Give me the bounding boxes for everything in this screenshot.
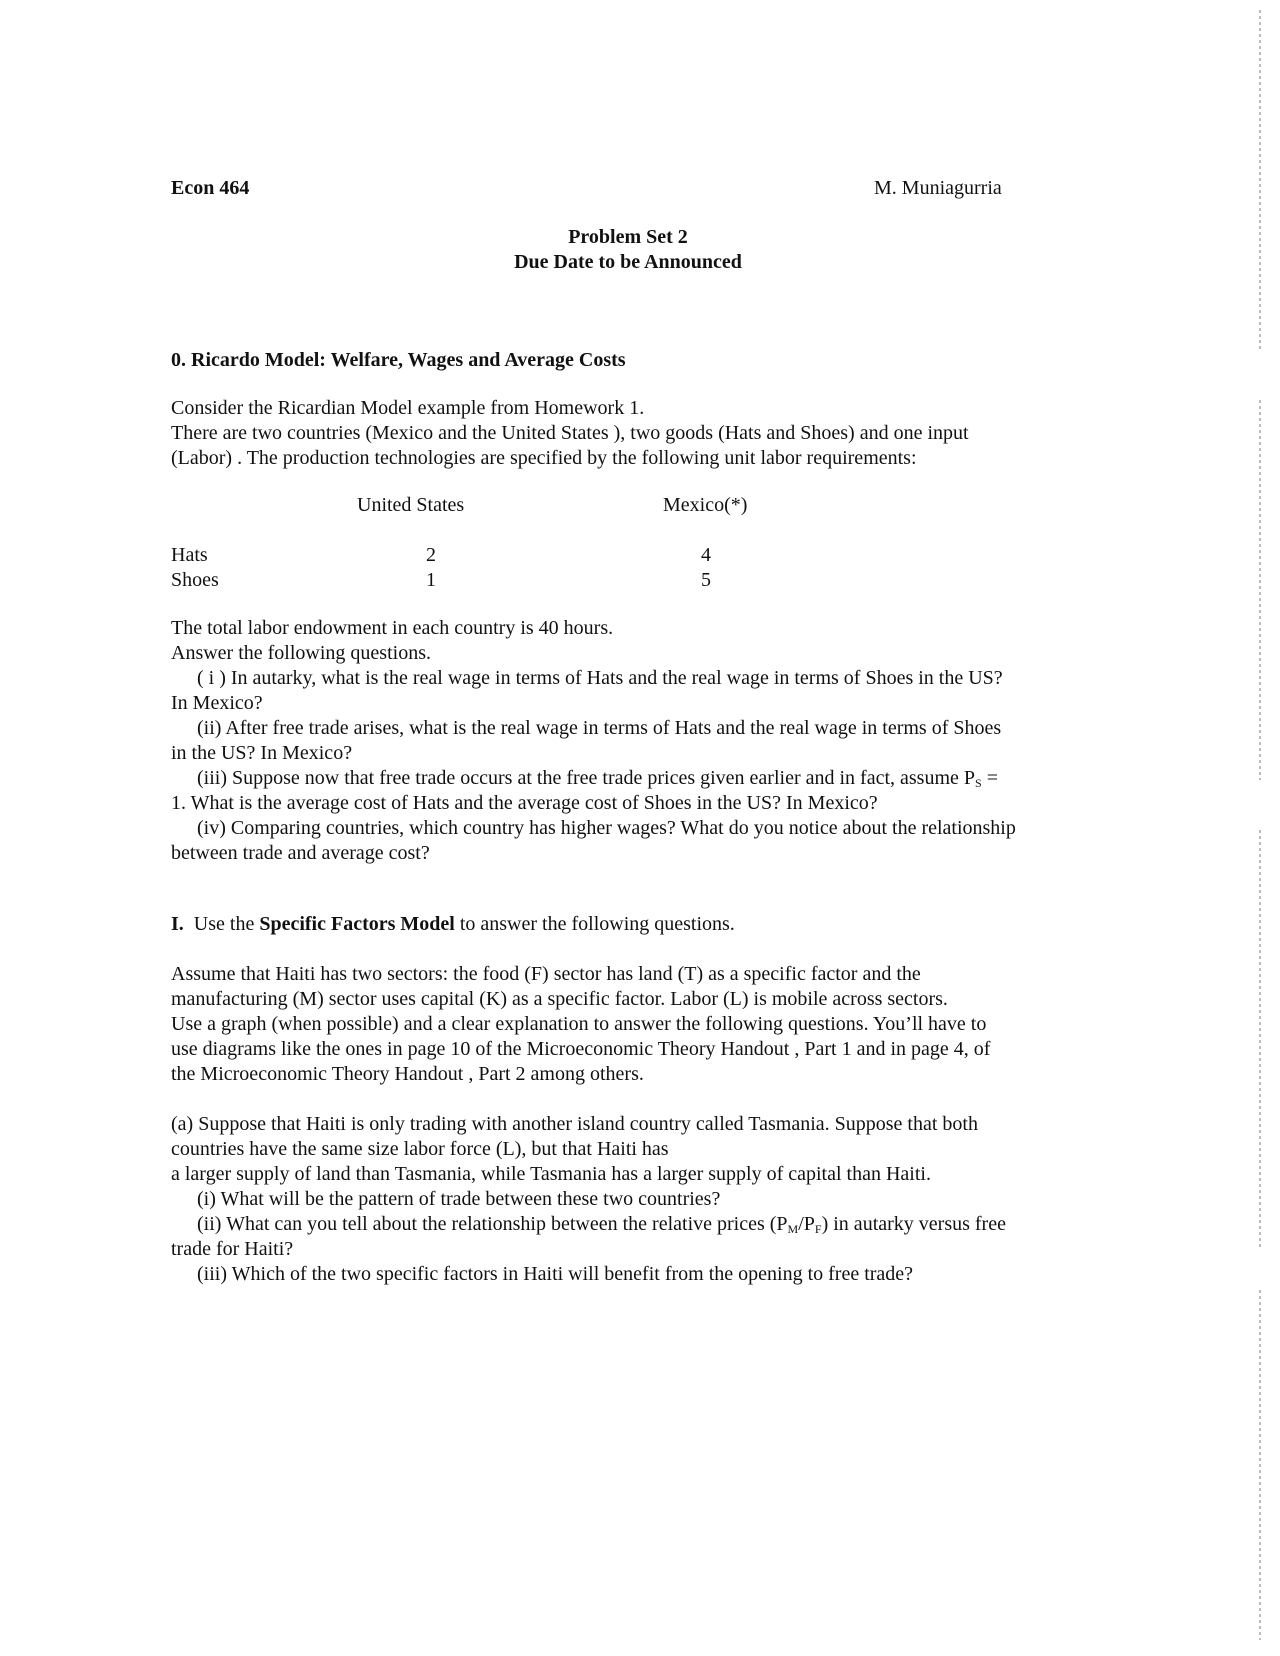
- part-a-line: a larger supply of land than Tasmania, while Tasmania has a larger supply of capital than Haiti.: [171, 1163, 931, 1185]
- section-1-heading-pre: Use the: [193, 913, 255, 935]
- scan-margin-artifact: [1259, 400, 1261, 780]
- qa2-text: (ii) What can you tell about the relationship between the relative prices (P: [197, 1213, 788, 1235]
- section-1-heading-post: to answer the following questions.: [459, 913, 735, 935]
- due-date-line: Due Date to be Announced: [514, 251, 742, 273]
- section-1-heading: [171, 912, 735, 937]
- question-i-cont: In Mexico?: [171, 692, 263, 714]
- question-iv-cont: between trade and average cost?: [171, 842, 430, 864]
- course-code: Econ 464: [171, 177, 250, 199]
- section-1-intro-line: the Microeconomic Theory Handout , Part 2 among others.: [171, 1063, 644, 1085]
- intro-line: (Labor) . The production technologies are specified by the following unit labor requirements:: [171, 447, 917, 469]
- table-cell-us: 1: [426, 569, 436, 591]
- subscript-s: S: [975, 776, 982, 790]
- scan-margin-artifact: [1259, 830, 1261, 1250]
- problem-set-title: Problem Set 2: [568, 226, 688, 248]
- part-a-question-ii-cont: trade for Haiti?: [171, 1238, 294, 1260]
- table-row-label: Hats: [171, 544, 208, 566]
- part-a-line: countries have the same size labor force (L), but that Haiti has: [171, 1138, 669, 1160]
- part-a-line: (a) Suppose that Haiti is only trading with another island country called Tasmania. Suppose that both: [171, 1113, 978, 1135]
- question-iii: [197, 766, 998, 791]
- table-cell-us: 2: [426, 544, 436, 566]
- subscript-m: M: [787, 1222, 799, 1236]
- question-iv: (iv) Comparing countries, which country has higher wages? What do you notice about the relationship: [197, 817, 1016, 839]
- table-row-label: Shoes: [171, 569, 219, 591]
- scan-margin-artifact: [1259, 10, 1261, 350]
- section-1-number: I.: [171, 913, 184, 935]
- section-1-intro-line: Use a graph (when possible) and a clear explanation to answer the following questions. You’ll have to: [171, 1013, 987, 1035]
- table-cell-mexico: 5: [701, 569, 711, 591]
- instructions-line: Answer the following questions.: [171, 642, 431, 664]
- question-iii-eq: =: [981, 767, 998, 789]
- subscript-f: F: [814, 1222, 822, 1236]
- table-header-mexico: Mexico(*): [663, 494, 748, 516]
- part-a-question-i: (i) What will be the pattern of trade between these two countries?: [197, 1188, 721, 1210]
- scan-margin-artifact: [1259, 1290, 1261, 1640]
- section-0-heading: 0. Ricardo Model: Welfare, Wages and Average Costs: [171, 349, 626, 371]
- intro-line: Consider the Ricardian Model example from Homework 1.: [171, 397, 645, 419]
- part-a-question-iii: (iii) Which of the two specific factors in Haiti will benefit from the opening to free trade?: [197, 1263, 914, 1285]
- part-a-question-ii: [197, 1212, 1006, 1237]
- question-iii-text: (iii) Suppose now that free trade occurs at the free trade prices given earlier and in fact, assume P: [197, 767, 976, 789]
- table-header-us: United States: [357, 494, 465, 516]
- endowment-line: The total labor endowment in each country is 40 hours.: [171, 617, 614, 639]
- intro-line: There are two countries (Mexico and the United States ), two goods (Hats and Shoes) and one input: [171, 422, 969, 444]
- qa2-text-end: ) in autarky versus free: [821, 1213, 1006, 1235]
- section-1-intro-line: use diagrams like the ones in page 10 of the Microeconomic Theory Handout , Part 1 and in page 4, of: [171, 1038, 991, 1060]
- section-1-heading-model: Specific Factors Model: [259, 913, 455, 935]
- question-i: ( i ) In autarky, what is the real wage in terms of Hats and the real wage in terms of Shoes in the US?: [197, 667, 1003, 689]
- qa2-slash: /P: [798, 1213, 815, 1235]
- question-ii: (ii) After free trade arises, what is the real wage in terms of Hats and the real wage in terms of Shoes: [197, 717, 1002, 739]
- section-1-intro-line: manufacturing (M) sector uses capital (K) as a specific factor. Labor (L) is mobile across sectors.: [171, 988, 948, 1010]
- instructor-name: M. Muniagurria: [874, 177, 1002, 199]
- section-1-intro-line: Assume that Haiti has two sectors: the food (F) sector has land (T) as a specific factor and the: [171, 963, 921, 985]
- question-ii-cont: in the US? In Mexico?: [171, 742, 353, 764]
- question-iii-cont: 1. What is the average cost of Hats and the average cost of Shoes in the US? In Mexico?: [171, 792, 878, 814]
- table-cell-mexico: 4: [701, 544, 711, 566]
